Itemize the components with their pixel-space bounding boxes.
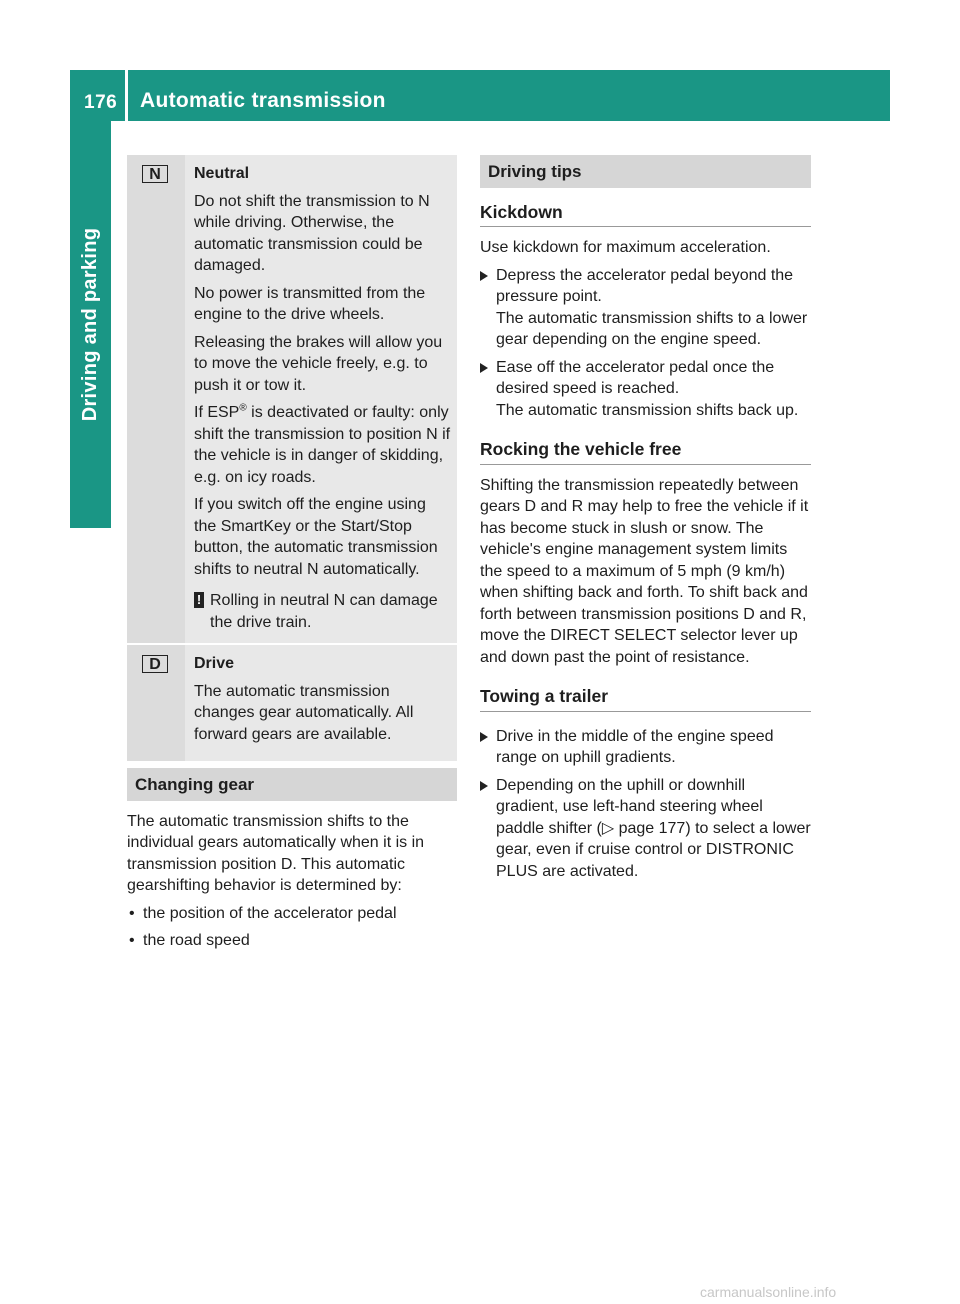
gear-title: Drive [194,655,235,672]
kickdown-heading: Kickdown [480,202,811,228]
result-text: The automatic transmission shifts to a lower gear depending on the engine speed. [496,309,808,348]
action-text: Depending on the uphill or downhill gradient, use left-hand steering wheel paddle shifter (▷ page 177) to select a lower gear, even if cruise control or DISTRONIC PLUS are activated. [496,776,811,880]
list-item: • the position of the accelerator pedal [127,903,457,925]
warning-text: Rolling in neutral N can damage the drive train. [210,592,438,631]
section-heading: Changing gear [127,768,457,801]
result-text: The automatic transmission shifts back up. [496,401,799,419]
action-arrow-icon [480,363,488,373]
gear-key-cell [127,645,185,761]
action-list [480,726,811,883]
esp-text: If ESP [194,404,240,421]
driving-tips-section [480,155,811,888]
gear-row-drive [127,645,457,763]
esp-text-rest: is deactivated or faulty: only shift the transmission to position N if the vehicle is in danger of skidding, e.g. on icy roads. [194,404,451,486]
neutral-gear-icon: N [142,165,168,183]
warning-note [194,590,451,633]
action-text: Depress the accelerator pedal beyond the pressure point. [496,266,794,305]
neutral-text-4 [194,402,451,488]
list-item [480,265,811,351]
neutral-text-3: Releasing the brakes will allow you to move the vehicle freely, e.g. to push it or tow it. [194,333,443,394]
page-header [70,70,890,121]
action-arrow-icon [480,271,488,281]
section-heading: Driving tips [480,155,811,188]
gear-row-neutral [127,155,457,645]
gear-key-cell [127,155,185,643]
bullet-list [127,903,457,952]
gear-title: Neutral [194,165,250,182]
gear-description [185,645,457,761]
header-divider [125,70,128,121]
drive-gear-icon: D [142,655,168,673]
neutral-text-2: No power is transmitted from the engine to the drive wheels. [194,284,426,323]
towing-heading: Towing a trailer [480,686,811,712]
chapter-title: Automatic transmission [140,89,386,112]
gear-position-table [127,155,457,763]
rocking-text: Shifting the transmission repeatedly between gears D and R may help to free the vehicle if it has become stuck in slush or snow. The vehicle's engine management system limits the speed to a maximum of 5 mph (9 km/h) when shifting back and forth. To shift back and forth between transmission positions D and R, move the DIRECT SELECT selector lever up and down past the point of resistance. [480,476,809,666]
drive-text: The automatic transmission changes gear automatically. All forward gears are available. [194,682,414,743]
list-item: • the road speed [127,930,457,952]
list-item [480,775,811,883]
page-number: 176 [84,92,118,113]
gear-description [185,155,457,643]
action-text: Drive in the middle of the engine speed range on uphill gradients. [496,727,774,766]
neutral-text-1: Do not shift the transmission to N while driving. Otherwise, the automatic transmission could be damaged. [194,192,430,274]
action-list [480,265,811,422]
registered-mark: ® [239,402,247,414]
action-arrow-icon [480,732,488,742]
watermark: carmanualsonline.info [700,1284,837,1300]
neutral-text-5: If you switch off the engine using the SmartKey or the Start/Stop button, the automatic transmission shifts to neutral N automatically. [194,496,438,578]
list-item [480,726,811,769]
section-side-tab [70,121,111,528]
changing-gear-section [127,768,457,958]
warning-icon: ! [194,592,204,608]
kickdown-intro: Use kickdown for maximum acceleration. [480,239,771,256]
list-item [480,357,811,422]
changing-gear-text: The automatic transmission shifts to the individual gears automatically when it is in transmission position D. This automatic gearshifting behavior is determined by: [127,812,425,894]
action-arrow-icon [480,781,488,791]
rocking-heading: Rocking the vehicle free [480,439,811,465]
side-tab-label: Driving and parking [78,227,101,422]
action-text: Ease off the accelerator pedal once the desired speed is reached. [496,358,775,397]
